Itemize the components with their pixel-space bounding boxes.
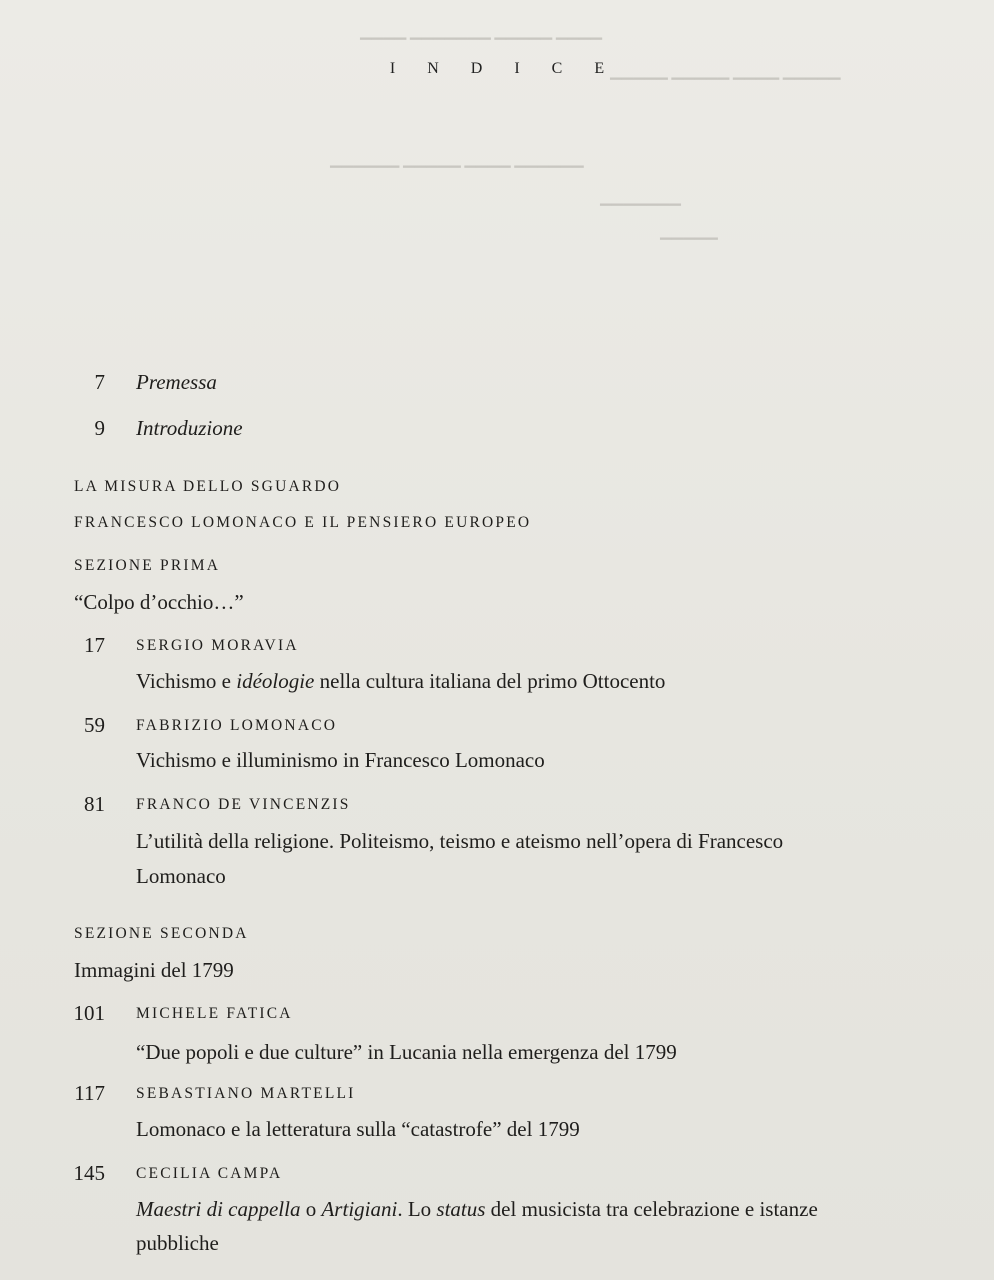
toc-entry-title-continued: Lomonaco [136, 864, 226, 888]
toc-page-number: 101 [73, 1001, 105, 1025]
toc-page-number: 81 [84, 792, 105, 816]
toc-page-number: 117 [74, 1081, 105, 1105]
section-title: Immagini del 1799 [74, 958, 234, 982]
show-through-text: ▁▁▁▁▁ [660, 224, 718, 240]
section-label: SEZIONE PRIMA [74, 557, 221, 574]
toc-entry-title: Maestri di cappella o Artigiani. Lo status del musicista tra celebrazione e istanze [136, 1197, 818, 1221]
toc-entry-title: Lomonaco e la letteratura sulla “catastrofe” del 1799 [136, 1117, 580, 1141]
toc-entry-title: Premessa [136, 370, 217, 394]
show-through-text: ▁▁▁▁▁ ▁▁▁▁▁ ▁▁▁▁ ▁▁▁▁▁ [610, 64, 841, 80]
book-subtitle: FRANCESCO LOMONACO E IL PENSIERO EUROPEO [74, 514, 532, 531]
show-through-text: ▁▁▁▁ ▁▁▁▁▁▁▁ ▁▁▁▁▁ ▁▁▁▁ [360, 24, 602, 40]
toc-page-number: 145 [73, 1161, 105, 1185]
toc-entry-title-continued: pubbliche [136, 1231, 219, 1255]
show-through-text: ▁▁▁▁▁▁ ▁▁▁▁▁ ▁▁▁▁ ▁▁▁▁▁▁ [330, 152, 584, 168]
toc-page-number: 7 [94, 370, 105, 394]
toc-entry-author: MICHELE FATICA [136, 1005, 293, 1022]
toc-entry-title: Vichismo e idéologie nella cultura italiana del primo Ottocento [136, 669, 666, 693]
toc-entry-author: FABRIZIO LOMONACO [136, 717, 338, 734]
book-title: LA MISURA DELLO SGUARDO [74, 478, 342, 495]
toc-entry-title: L’utilità della religione. Politeismo, teismo e ateismo nell’opera di Francesco [136, 829, 784, 853]
toc-entry-author: SEBASTIANO MARTELLI [136, 1085, 356, 1102]
section-label: SEZIONE SECONDA [74, 925, 249, 942]
section-title: “Colpo d’occhio…” [74, 590, 244, 614]
toc-page-number: 59 [84, 713, 105, 737]
show-through-text: ▁▁▁▁▁▁▁ [600, 190, 681, 206]
toc-entry-title: Vichismo e illuminismo in Francesco Lomonaco [136, 748, 545, 772]
toc-entry-author: SERGIO MORAVIA [136, 637, 299, 654]
toc-page-number: 9 [94, 416, 105, 440]
toc-page-number: 17 [84, 633, 105, 657]
page-title: I N D I C E [389, 60, 619, 77]
toc-entry-title: “Due popoli e due culture” in Lucania nella emergenza del 1799 [136, 1040, 677, 1064]
toc-entry-author: FRANCO DE VINCENZIS [136, 796, 351, 813]
toc-entry-author: CECILIA CAMPA [136, 1165, 283, 1182]
toc-entry-title: Introduzione [136, 416, 243, 440]
